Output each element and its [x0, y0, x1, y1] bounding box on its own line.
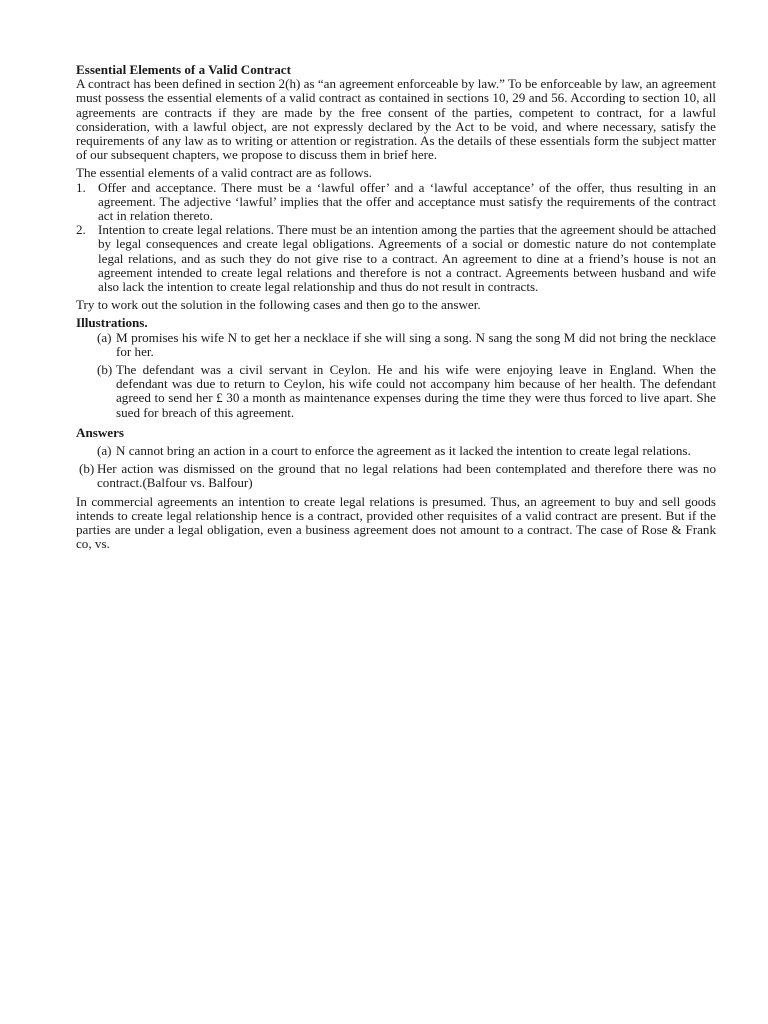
list-item [76, 331, 716, 359]
illustrations-heading: Illustrations. [76, 315, 148, 331]
list-marker: 2. [76, 222, 86, 238]
list-item [76, 223, 716, 294]
intro-paragraph: A contract has been defined in section 2(h) as “an agreement enforceable by law.” To be enforceable by law, an agreement must possess the essential elements of a valid contract as contained in sections 10, 29 and 56. According to section 10, all agreements are contracts if they are made by the free consent of the parties, competent to contract, for a lawful consideration, with a lawful object, are not expressly declared by the Act to be void, and where necessary, satisfy the requirements of any law as to writing or attention or registration. As the details of these essentials form the subject matter of our subsequent chapters, we propose to discuss them in brief here. [76, 76, 716, 163]
closing-paragraph: In commercial agreements an intention to create legal relations is presumed. Thus, an agreement to buy and sell goods intends to create legal relationship hence is a contract, provided other requisites of a valid contract are present. But if the parties are under a legal obligation, even a business agreement does not amount to a contract. The case of Rose & Frank co, vs. [76, 493, 716, 552]
list-item-text: M promises his wife N to get her a necklace if she will sing a song. N sang the song M did not bring the necklace for her. [116, 329, 716, 359]
list-item [76, 181, 716, 224]
list-marker: (a) [97, 443, 112, 459]
answer-b [76, 462, 716, 490]
list-marker: (a) [97, 329, 112, 345]
document-title: Essential Elements of a Valid Contract [76, 62, 291, 77]
list-item-text: The defendant was a civil servant in Ceylon. He and his wife were enjoying leave in England. When the defendant was due to return to Ceylon, his wife could not accompany him because of her health. The defendant agreed to send her £ 30 a month as maintenance expenses during the time they were thus forced to live apart. She sued for breach of this agreement. [116, 362, 716, 420]
elements-intro: The essential elements of a valid contract are as follows. [76, 165, 372, 181]
illustrations-list [76, 331, 716, 420]
elements-list [76, 181, 716, 295]
document-page [76, 63, 716, 552]
try-instruction: Try to work out the solution in the following cases and then go to the answer. [76, 297, 481, 313]
list-marker: (b) [97, 362, 113, 378]
answer-text: Her action was dismissed on the ground that no legal relations had been contemplated and therefore there was no contract.(Balfour vs. Balfour) [97, 461, 716, 491]
list-item-text: Offer and acceptance. There must be a ‘lawful offer’ and a ‘lawful acceptance’ of the offer, thus resulting in an agreement. The adjective ‘lawful’ implies that the offer and acceptance must satisfy the requirements of the contract act in relation thereto. [98, 179, 716, 224]
answers-heading: Answers [76, 424, 125, 440]
answer-a [76, 444, 716, 458]
list-marker: 1. [76, 179, 86, 195]
list-item [76, 363, 716, 420]
list-item-text: Intention to create legal relations. There must be an intention among the parties that the agreement should be attached by legal consequences and create legal obligations. Agreements of a social or domestic nature do not contemplate legal relations, and as such they do not give rise to a contract. An agreement to dine at a friend’s house is not an agreement intended to create legal relations and therefore is not a contract. Agreements between husband and wife also lack the intention to create legal relationship and thus do not result in contracts. [98, 222, 716, 295]
list-marker: (b) [79, 461, 95, 477]
answer-text: N cannot bring an action in a court to enforce the agreement as it lacked the intention to create legal relations. [116, 443, 691, 459]
